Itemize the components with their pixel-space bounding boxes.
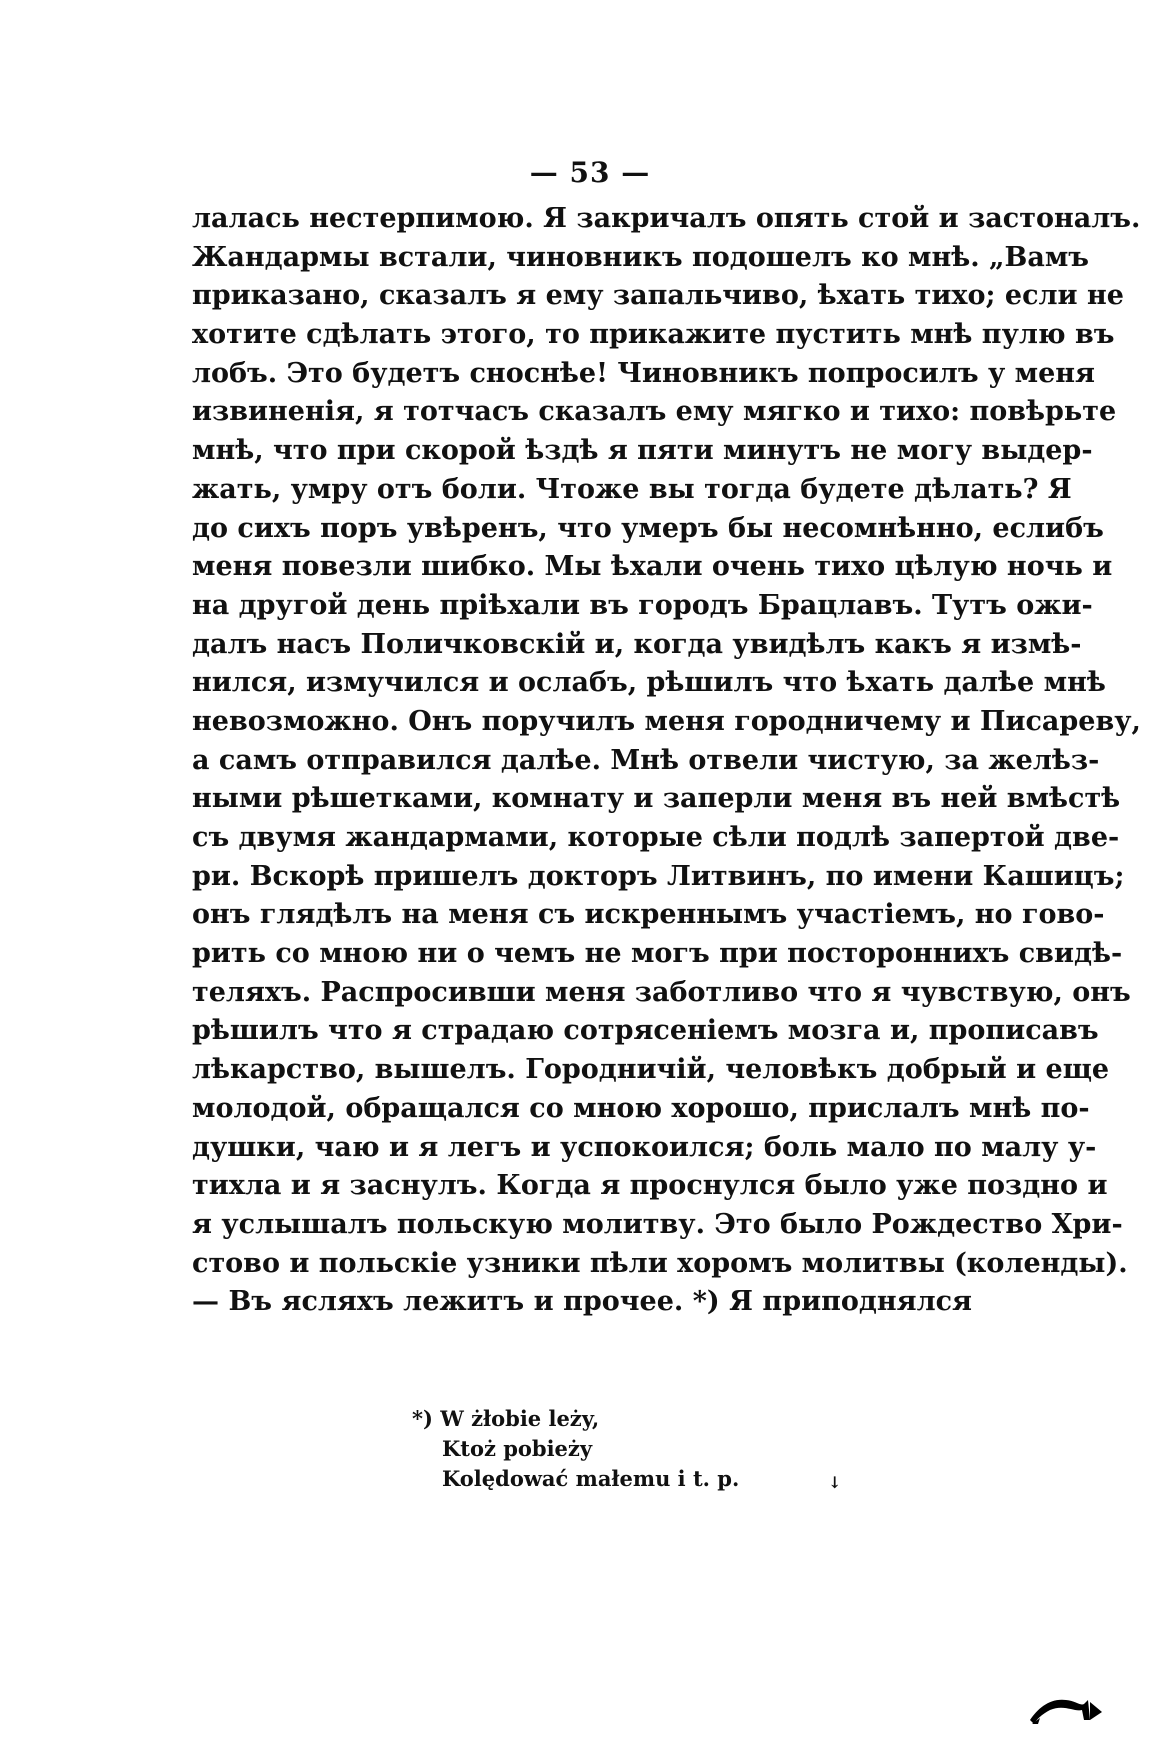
text-line: молодой, обращался со мною хорошо, прислалъ мнѣ по- (192, 1092, 1090, 1124)
text-line: рить со мною ни о чемъ не могъ при постороннихъ свидѣ- (192, 938, 1123, 970)
page-number: — 53 — (529, 156, 651, 189)
text-line: душки, чаю и я легъ и успокоился; боль мало по малу у- (192, 1131, 1097, 1163)
text-line: ри. Вскорѣ пришелъ докторъ Литвинъ, по имени Кашицъ; (192, 860, 1125, 892)
text-line: меня повезли шибко. Мы ѣхали очень тихо цѣлую ночь и (192, 551, 1113, 583)
text-line: я услышалъ польскую молитву. Это было Рождество Хри- (192, 1208, 1123, 1240)
text-line: — Въ ясляхъ лежитъ и прочее. *) Я приподнялся (192, 1286, 972, 1318)
text-line: далъ насъ Поличковскій и, когда увидѣлъ какъ я измѣ- (192, 628, 1082, 660)
footnote-line: *) W żłobie leży, (412, 1406, 600, 1431)
text-line: лѣкарство, вышелъ. Городничій, человѣкъ добрый и еще (192, 1054, 1110, 1086)
text-line: хотите сдѣлать этого, то прикажите пустить мнѣ пулю въ (192, 319, 1115, 351)
text-line: лобъ. Это будетъ сноснѣе! Чиновникъ попросилъ у меня (192, 357, 1095, 389)
text-line: приказано, сказалъ я ему запальчиво, ѣхать тихо; если не (192, 280, 1124, 312)
text-line: лалась нестерпимою. Я закричалъ опять стой и застоналъ. (192, 203, 1141, 234)
text-line: рѣшилъ что я страдаю сотрясеніемъ мозга и, прописавъ (192, 1015, 1099, 1047)
text-line: съ двумя жандармами, которые сѣли подлѣ запертой две- (192, 822, 1120, 853)
text-line: а самъ отправился далѣе. Мнѣ отвели чистую, за желѣз- (192, 744, 1100, 776)
text-line: Жандармы встали, чиновникъ подошелъ ко мнѣ. „Вамъ (192, 241, 1090, 273)
footnote-line: Ktoż pobieży (442, 1436, 593, 1461)
text-line: невозможно. Онъ поручилъ меня городничему и Писареву, (192, 705, 1141, 737)
text-line: на другой день пріѣхали въ городъ Брацлавъ. Тутъ ожи- (192, 589, 1093, 621)
footnote-line: Kolędować małemu i t. p. (442, 1466, 740, 1491)
text-line: онъ глядѣлъ на меня съ искреннымъ участіемъ, но гово- (192, 899, 1105, 931)
text-line: ными рѣшетками, комнату и заперли меня въ ней вмѣстѣ (192, 783, 1121, 815)
text-line: до сихъ поръ увѣренъ, что умеръ бы несомнѣнно, еслибъ (192, 512, 1104, 544)
text-line: стово и польскіе узники пѣли хоромъ молитвы (коленды). (192, 1247, 1128, 1279)
scan-corner-mark (1028, 1690, 1106, 1726)
text-line: тихла и я заснулъ. Когда я проснулся было уже поздно и (192, 1170, 1108, 1202)
ink-mark: ↓ (828, 1473, 842, 1492)
footnote (412, 1404, 812, 1494)
text-line: мнѣ, что при скорой ѣздѣ я пяти минутъ не могу выдер- (192, 435, 1093, 467)
text-line: теляхъ. Распросивши меня заботливо что я чувствую, онъ (192, 976, 1131, 1008)
body-text (192, 200, 1141, 1322)
text-line: нился, измучился и ослабъ, рѣшилъ что ѣхать далѣе мнѣ (192, 667, 1106, 699)
text-line: жать, умру отъ боли. Чтоже вы тогда будете дѣлать? Я (192, 473, 1072, 505)
text-line: извиненія, я тотчасъ сказалъ ему мягко и тихо: повѣрьте (192, 396, 1117, 428)
